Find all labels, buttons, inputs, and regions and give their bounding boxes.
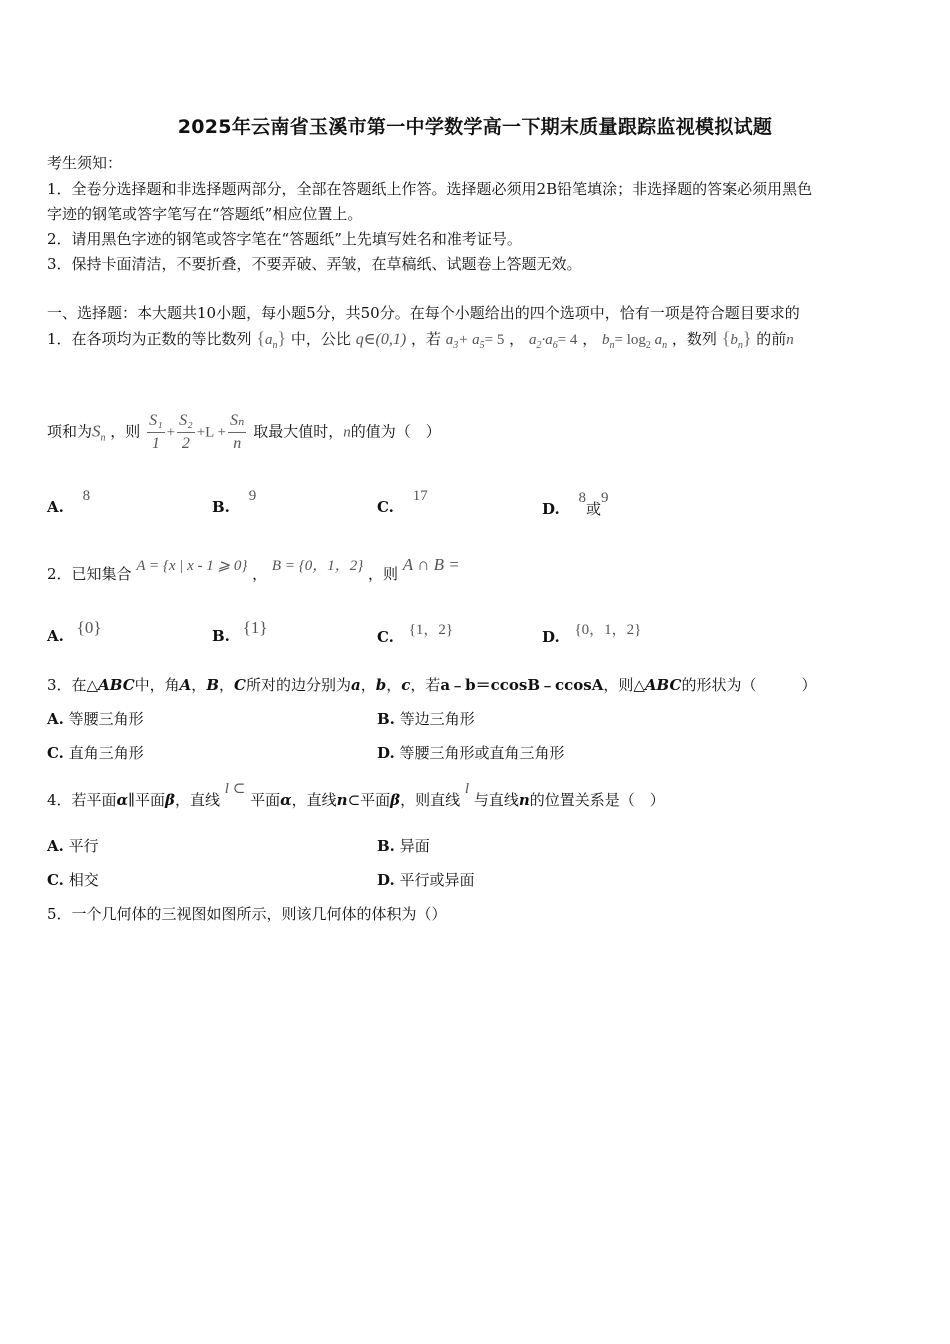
question-1-line-1: 1．在各项均为正数的等比数列 $\{a_n\}$ 中，公比 q∈(0,1) ，若 $a_3+ a_5= 5$ ， $a_2\cdot a_6= 4$ ， $b_n= \log_2 a_n$ ，数列 $\{b_n\}$ 的前n [47, 328, 794, 351]
q3-option-a[interactable]: A. 等腰三角形 [47, 710, 144, 728]
notice-item-1: 1．全卷分选择题和非选择题两部分，全部在答题纸上作答。选择题必须用2B铅笔填涂；非选择题的答案必须用黑色 [47, 180, 813, 198]
q4-option-a[interactable]: A. 平行 [47, 837, 99, 855]
q2-option-a[interactable]: A. {0} [47, 618, 102, 645]
q1-option-c[interactable]: C. 17 [377, 488, 428, 516]
q3-option-c[interactable]: C. 直角三角形 [47, 744, 144, 762]
q4-option-b[interactable]: B. 异面 [377, 837, 430, 855]
section-heading: 一、选择题：本大题共10小题，每小题5分，共50分。在每个小题给出的四个选项中，恰有一项是符合题目要求的 [47, 304, 800, 322]
notice-item-3: 3．保持卡面清洁，不要折叠，不要弄破、弄皱，在草稿纸、试题卷上答题无效。 [47, 255, 582, 273]
q1-option-b[interactable]: B. 9 [212, 488, 257, 516]
notice-heading: 考生须知： [47, 154, 123, 172]
q4-option-c[interactable]: C. 相交 [47, 871, 99, 889]
question-4: 4．若平面α∥平面β，直线 l ⊂ 平面α，直线n⊂平面β，则直线 l 与直线n的位置关系是（ ） [47, 781, 665, 809]
q3-option-b[interactable]: B. 等边三角形 [377, 710, 475, 728]
question-1-line-2: 项和为$S_n$ ，则 $\frac{\text{S₁}}{1}$ + $\frac{\text{S₂}}{2}$ +L + $\frac{\text{Sₙ}}{n}$ 取最大值时，n的值为（ ） [47, 412, 441, 452]
question-3: 3．在△ABC中，角A，B，C所对的边分别为a，b，c，若a﹣b＝ccosB﹣ccosA，则△ABC的形状为（ ） [47, 676, 817, 694]
q1-option-d[interactable]: D. 8或9 [542, 490, 609, 518]
question-2: 2．已知集合 A = {x | x - 1 ⩾ 0} ， B = {0，1，2} ，则 A ∩ B = [47, 555, 460, 583]
page-title: 2025年云南省玉溪市第一中学数学高一下期末质量跟踪监视模拟试题 [177, 116, 773, 138]
q3-option-d[interactable]: D. 等腰三角形或直角三角形 [377, 744, 565, 762]
question-5: 5．一个几何体的三视图如图所示，则该几何体的体积为（） [47, 905, 447, 923]
q2-option-c[interactable]: C. {1，2} [377, 622, 454, 646]
notice-item-1-cont: 字迹的钢笔或答字笔写在“答题纸”相应位置上。 [47, 205, 363, 223]
q2-option-b[interactable]: B. {1} [212, 618, 268, 645]
q4-option-d[interactable]: D. 平行或异面 [377, 871, 475, 889]
q1-option-a[interactable]: A. 8 [47, 488, 91, 516]
notice-item-2: 2．请用黑色字迹的钢笔或答字笔在“答题纸”上先填写姓名和准考证号。 [47, 230, 522, 248]
q2-option-d[interactable]: D. {0，1，2} [542, 622, 642, 646]
